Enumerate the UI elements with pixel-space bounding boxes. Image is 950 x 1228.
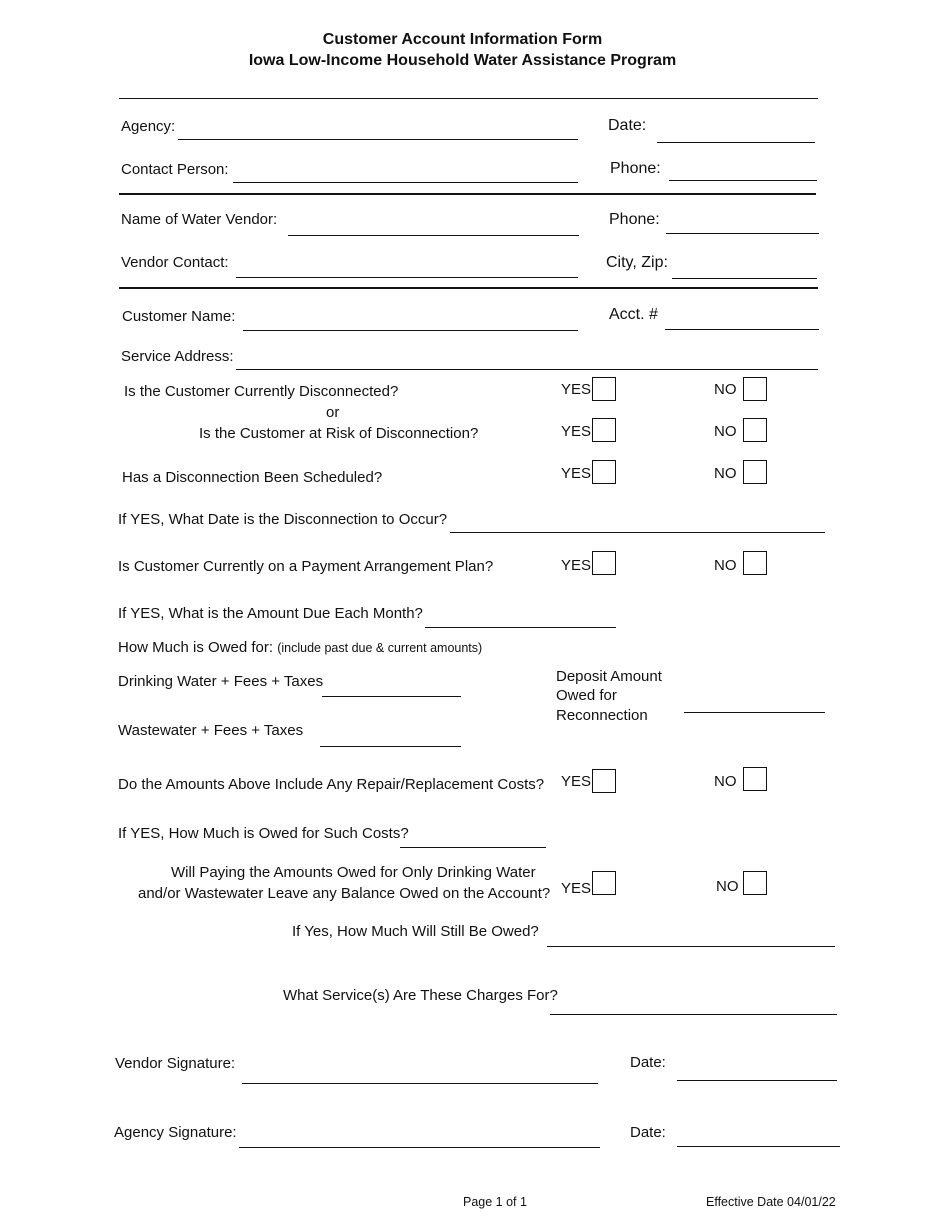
yes-label: YES bbox=[561, 423, 592, 440]
vendor-signature-label: Vendor Signature: bbox=[115, 1055, 236, 1072]
drinking-water-label: Drinking Water + Fees + Taxes bbox=[118, 673, 324, 690]
risk-no-checkbox[interactable] bbox=[743, 418, 767, 442]
how-much-owed-heading bbox=[118, 639, 482, 656]
vendor-phone-label: Phone: bbox=[609, 211, 660, 228]
disconnect-date-field[interactable] bbox=[450, 532, 825, 533]
disconnected-yes-checkbox[interactable] bbox=[592, 377, 616, 401]
services-field[interactable] bbox=[550, 1014, 837, 1015]
question-scheduled: Has a Disconnection Been Scheduled? bbox=[122, 469, 383, 486]
deposit-label-line2: Owed for bbox=[556, 687, 617, 704]
date-label: Date: bbox=[608, 117, 647, 134]
question-repair-owed: If YES, How Much is Owed for Such Costs? bbox=[118, 825, 409, 842]
question-still-owed: If Yes, How Much Will Still Be Owed? bbox=[292, 923, 539, 940]
yes-label: YES bbox=[561, 773, 592, 790]
yes-label: YES bbox=[561, 880, 592, 897]
city-zip-label: City, Zip: bbox=[606, 254, 668, 271]
question-payment-plan: Is Customer Currently on a Payment Arrangement Plan? bbox=[118, 558, 494, 575]
vendor-name-label: Name of Water Vendor: bbox=[121, 211, 278, 228]
yes-label: YES bbox=[561, 557, 592, 574]
balance-no-checkbox[interactable] bbox=[743, 871, 767, 895]
vendor-contact-label: Vendor Contact: bbox=[121, 254, 229, 271]
no-label: NO bbox=[714, 773, 737, 790]
yes-label: YES bbox=[561, 465, 592, 482]
agency-date-field[interactable] bbox=[677, 1146, 840, 1147]
still-owed-field[interactable] bbox=[547, 946, 835, 947]
vendor-date-label: Date: bbox=[630, 1054, 666, 1071]
question-repair-costs: Do the Amounts Above Include Any Repair/Replacement Costs? bbox=[118, 776, 545, 793]
page-number: Page 1 of 1 bbox=[463, 1195, 527, 1209]
date-field[interactable] bbox=[657, 142, 815, 143]
risk-yes-checkbox[interactable] bbox=[592, 418, 616, 442]
city-zip-field[interactable] bbox=[672, 278, 817, 279]
divider bbox=[119, 98, 818, 99]
deposit-field[interactable] bbox=[684, 712, 825, 713]
acct-label: Acct. # bbox=[609, 306, 658, 323]
effective-date: Effective Date 04/01/22 bbox=[706, 1195, 836, 1209]
question-balance-line1: Will Paying the Amounts Owed for Only Drinking Water bbox=[171, 864, 536, 881]
no-label: NO bbox=[714, 381, 737, 398]
divider bbox=[119, 193, 816, 195]
agency-label: Agency: bbox=[121, 118, 176, 135]
agency-signature-label: Agency Signature: bbox=[114, 1124, 237, 1141]
balance-yes-checkbox[interactable] bbox=[592, 871, 616, 895]
deposit-label-line3: Reconnection bbox=[556, 707, 648, 724]
agency-date-label: Date: bbox=[630, 1124, 666, 1141]
customer-name-label: Customer Name: bbox=[122, 308, 236, 325]
question-disconnected: Is the Customer Currently Disconnected? bbox=[124, 383, 399, 400]
repair-owed-field[interactable] bbox=[400, 847, 546, 848]
payment-plan-yes-checkbox[interactable] bbox=[592, 551, 616, 575]
yes-label: YES bbox=[561, 381, 592, 398]
question-disconnect-date: If YES, What Date is the Disconnection to Occur? bbox=[118, 511, 448, 528]
contact-person-label: Contact Person: bbox=[121, 161, 229, 178]
vendor-contact-field[interactable] bbox=[236, 277, 578, 278]
vendor-signature-field[interactable] bbox=[242, 1083, 598, 1084]
repair-no-checkbox[interactable] bbox=[743, 767, 767, 791]
question-services: What Service(s) Are These Charges For? bbox=[283, 987, 558, 1004]
service-address-field[interactable] bbox=[236, 369, 818, 370]
contact-person-field[interactable] bbox=[233, 182, 578, 183]
agency-phone-field[interactable] bbox=[669, 180, 817, 181]
form-title: Customer Account Information Form bbox=[322, 31, 603, 48]
deposit-label-line1: Deposit Amount bbox=[556, 668, 662, 685]
repair-yes-checkbox[interactable] bbox=[592, 769, 616, 793]
question-amount-monthly: If YES, What is the Amount Due Each Month? bbox=[118, 605, 423, 622]
scheduled-no-checkbox[interactable] bbox=[743, 460, 767, 484]
how-much-owed-label: How Much is Owed for: bbox=[118, 639, 274, 656]
wastewater-label: Wastewater + Fees + Taxes bbox=[118, 722, 304, 739]
agency-signature-field[interactable] bbox=[239, 1147, 600, 1148]
question-risk: Is the Customer at Risk of Disconnection? bbox=[199, 425, 479, 442]
wastewater-field[interactable] bbox=[320, 746, 461, 747]
service-address-label: Service Address: bbox=[121, 348, 234, 365]
drinking-water-field[interactable] bbox=[322, 696, 461, 697]
disconnected-no-checkbox[interactable] bbox=[743, 377, 767, 401]
no-label: NO bbox=[714, 423, 737, 440]
vendor-name-field[interactable] bbox=[288, 235, 579, 236]
how-much-owed-note: (include past due & current amounts) bbox=[277, 641, 483, 655]
vendor-date-field[interactable] bbox=[677, 1080, 837, 1081]
no-label: NO bbox=[714, 465, 737, 482]
divider bbox=[119, 287, 818, 289]
no-label: NO bbox=[716, 878, 739, 895]
agency-field[interactable] bbox=[178, 139, 578, 140]
question-or: or bbox=[326, 404, 340, 421]
payment-plan-no-checkbox[interactable] bbox=[743, 551, 767, 575]
vendor-phone-field[interactable] bbox=[666, 233, 819, 234]
no-label: NO bbox=[714, 557, 737, 574]
agency-phone-label: Phone: bbox=[610, 160, 661, 177]
customer-name-field[interactable] bbox=[243, 330, 578, 331]
amount-monthly-field[interactable] bbox=[425, 627, 616, 628]
form-subtitle: Iowa Low-Income Household Water Assistance Program bbox=[248, 52, 677, 69]
question-balance-line2: and/or Wastewater Leave any Balance Owed on the Account? bbox=[138, 885, 551, 902]
scheduled-yes-checkbox[interactable] bbox=[592, 460, 616, 484]
acct-field[interactable] bbox=[665, 329, 819, 330]
